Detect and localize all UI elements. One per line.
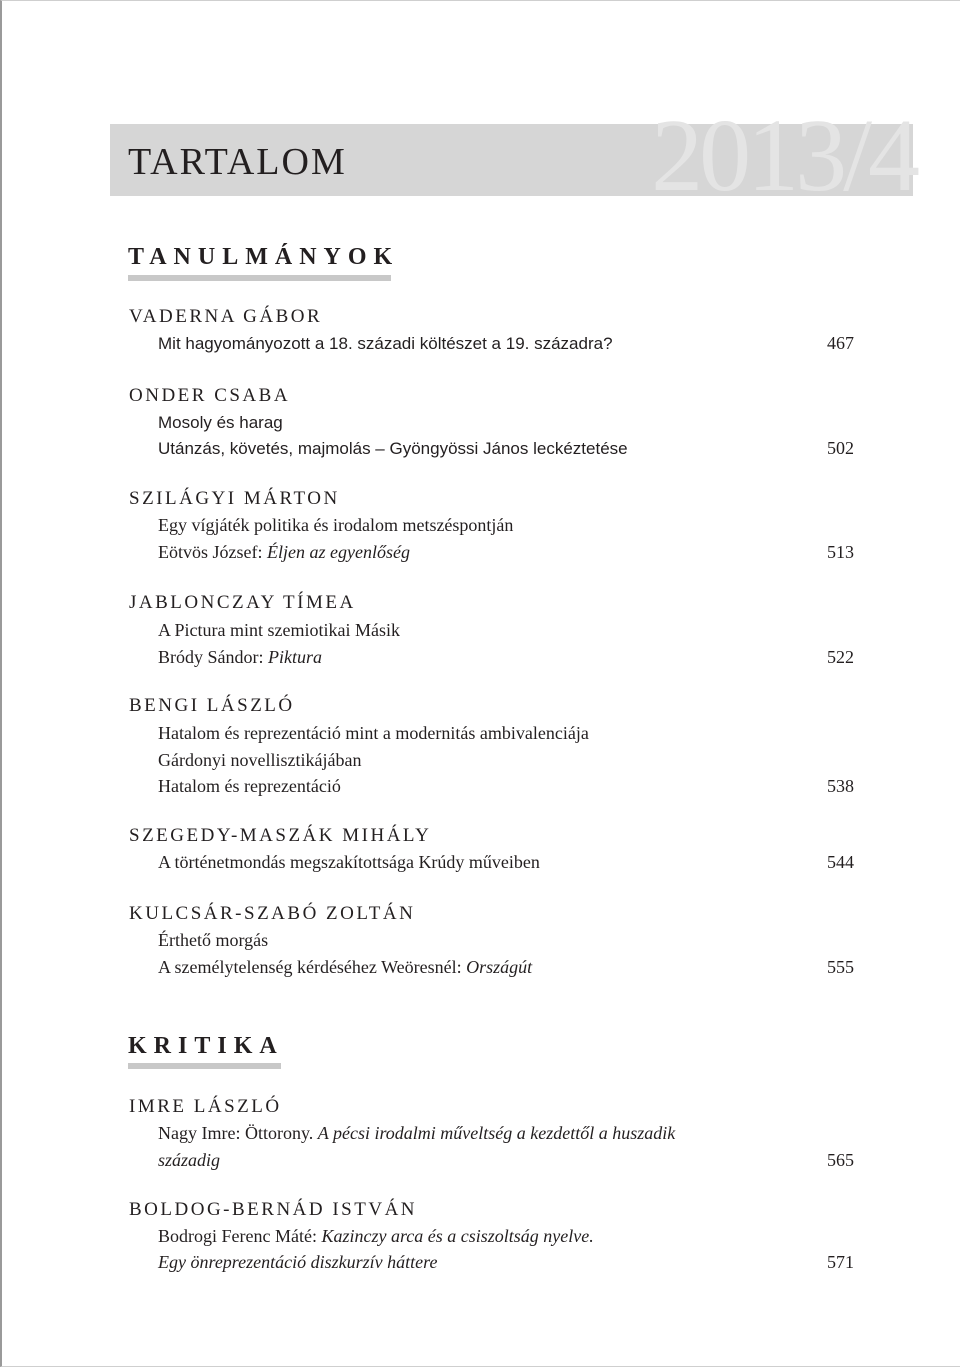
work-title: Országút bbox=[466, 957, 533, 977]
entry-title-line bbox=[158, 647, 322, 668]
work-author: Eötvös József: bbox=[158, 542, 263, 562]
work-title: Éljen az egyenlőség bbox=[266, 542, 410, 562]
entry-page-number: 544 bbox=[827, 852, 854, 872]
work-author: Nagy Imre: Öttorony. bbox=[158, 1123, 314, 1143]
work-title: A pécsi irodalmi műveltség a kezdettől a huszadik bbox=[317, 1123, 676, 1143]
section-title-tanulmanyok: TANULMÁNYOK bbox=[128, 244, 400, 270]
entry-title-line: Mit hagyományozott a 18. századi költészet a 19. századra? bbox=[158, 334, 613, 353]
entry-title-line: Egy önreprezentáció diszkurzív háttere bbox=[158, 1252, 438, 1272]
entry-title-line bbox=[158, 542, 410, 563]
page-title: TARTALOM bbox=[128, 141, 347, 183]
issue-number: 2013/4 bbox=[651, 98, 916, 213]
section-title-kritika: KRITIKA bbox=[128, 1033, 284, 1059]
entry-title-line: Hatalom és reprezentáció bbox=[158, 776, 341, 796]
entry-author: SZILÁGYI MÁRTON bbox=[129, 488, 340, 509]
entry-title-line: Érthető morgás bbox=[158, 930, 269, 950]
entry-page-number: 502 bbox=[827, 438, 854, 458]
entry-title-line bbox=[158, 957, 532, 978]
work-author: Bródy Sándor: bbox=[158, 647, 264, 667]
entry-page-number: 538 bbox=[827, 776, 854, 796]
work-author: Bodrogi Ferenc Máté: bbox=[158, 1226, 317, 1246]
entry-title-line: Utánzás, követés, majmolás – Gyöngyössi János leckéztetése bbox=[158, 439, 628, 458]
entry-author: IMRE LÁSZLÓ bbox=[129, 1096, 282, 1117]
entry-page-number: 522 bbox=[827, 647, 854, 667]
entry-title-line: A történetmondás megszakítottsága Krúdy műveiben bbox=[158, 852, 540, 872]
section-underline bbox=[128, 275, 391, 281]
entry-author: SZEGEDY-MASZÁK MIHÁLY bbox=[129, 825, 432, 846]
entry-title-line bbox=[158, 1123, 675, 1144]
entry-page-number: 565 bbox=[827, 1150, 854, 1170]
entry-author: BENGI LÁSZLÓ bbox=[129, 695, 295, 716]
entry-title-line: A Pictura mint szemiotikai Másik bbox=[158, 620, 400, 640]
entry-title-line bbox=[158, 1226, 594, 1247]
entry-title-line: Mosoly és harag bbox=[158, 413, 283, 432]
section-underline bbox=[128, 1063, 281, 1069]
entry-author: JABLONCZAY TÍMEA bbox=[129, 592, 356, 613]
work-title: Kazinczy arca és a csiszoltság nyelve. bbox=[321, 1226, 594, 1246]
entry-page-number: 467 bbox=[827, 333, 854, 353]
entry-author: BOLDOG-BERNÁD ISTVÁN bbox=[129, 1199, 418, 1220]
entry-author: VADERNA GÁBOR bbox=[129, 306, 323, 327]
entry-page-number: 555 bbox=[827, 957, 854, 977]
work-context: A személytelenség kérdéséhez Weöresnél: bbox=[158, 957, 462, 977]
entry-page-number: 571 bbox=[827, 1252, 854, 1272]
entry-title-line: Hatalom és reprezentáció mint a modernitás ambivalenciája bbox=[158, 723, 589, 743]
entry-title-line: Gárdonyi novellisztikájában bbox=[158, 750, 362, 770]
work-title: Piktura bbox=[268, 647, 322, 667]
entry-author: KULCSÁR-SZABÓ ZOLTÁN bbox=[129, 903, 416, 924]
entry-title-line: századig bbox=[158, 1150, 221, 1170]
entry-author: ONDER CSABA bbox=[129, 385, 291, 406]
entry-page-number: 513 bbox=[827, 542, 854, 562]
entry-title-line: Egy vígjáték politika és irodalom metszéspontján bbox=[158, 515, 514, 535]
